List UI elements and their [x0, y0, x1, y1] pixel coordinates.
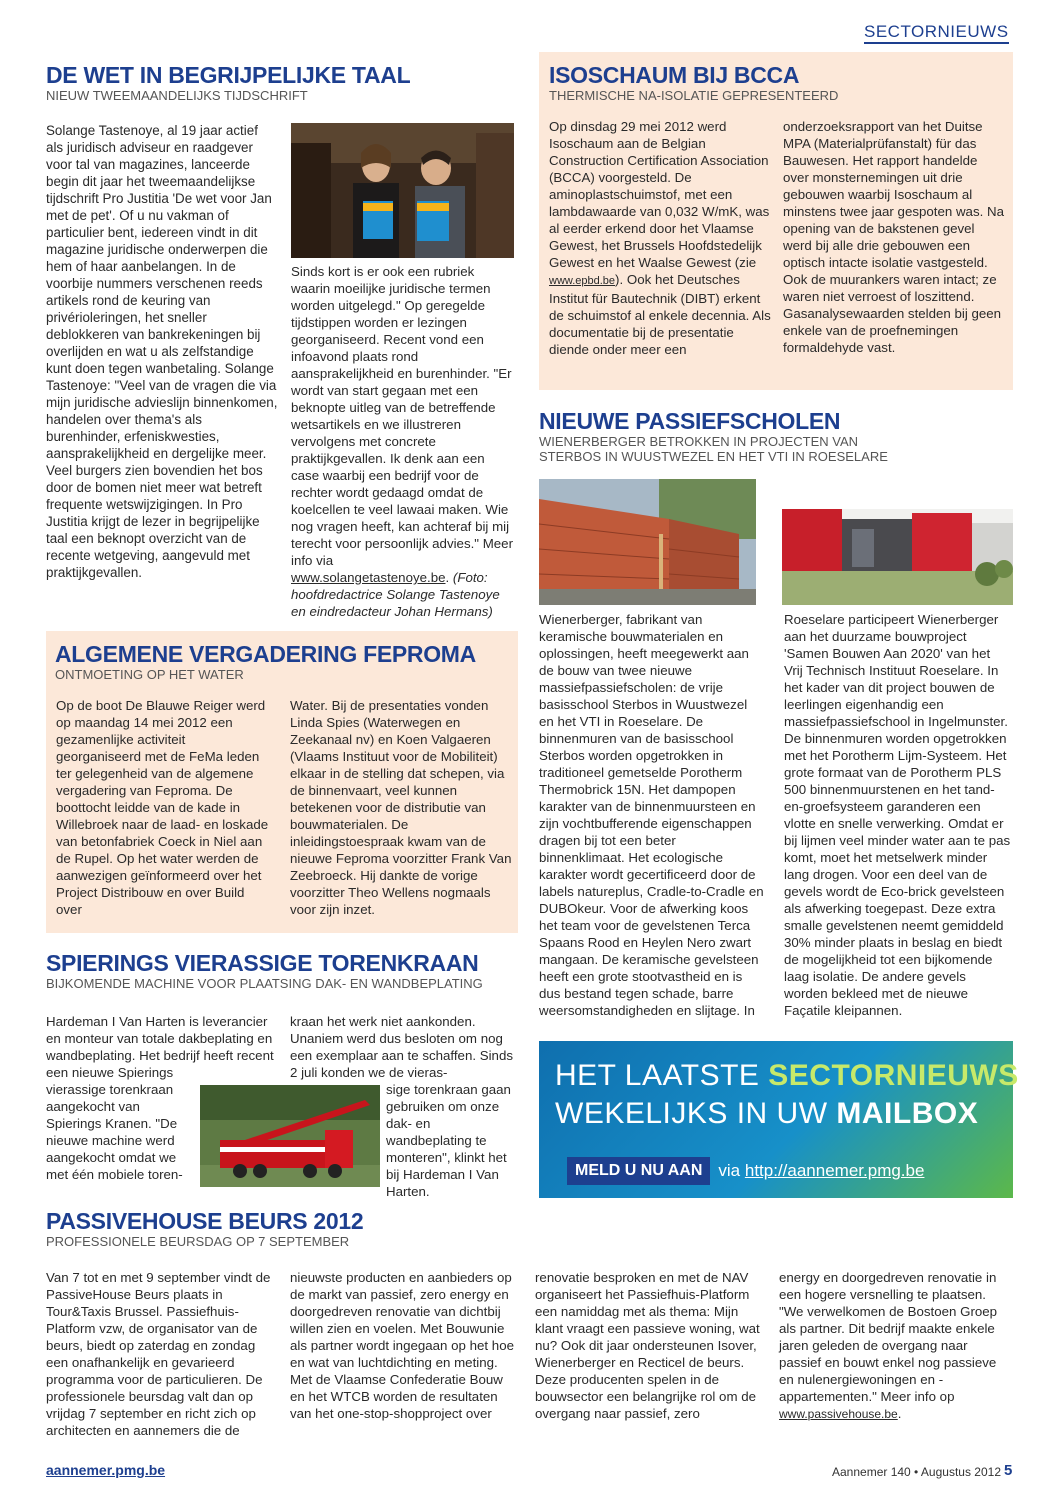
photo-school-building-render: [782, 479, 1013, 605]
article-body-col1: Op de boot De Blauwe Reiger werd op maandag 14 mei 2012 een gezamenlijke activiteit georganiseerd met de FeMa leden ter gelegenheid van de algemene vergadering van Feproma. De boottocht leidde van de kade in Willebroek naar de laad- en loskade van betonfabriek Coeck in Niel aan de Rupel. Op het water werden de aanwezigen geïnformeerd over het Project Distribouw en over Build over: [56, 698, 269, 917]
article-body-col1: [549, 118, 771, 358]
photo-crane-truck: [200, 1085, 380, 1187]
article-spierings: [46, 950, 483, 991]
footer-website-link[interactable]: aannemer.pmg.be: [46, 1462, 166, 1478]
photo-red-crane-truck: [200, 1085, 380, 1187]
banner-line1: [555, 1059, 1019, 1093]
article-title: SPIERINGS VIERASSIGE TORENKRAAN: [46, 950, 479, 976]
banner-text: WEKELIJKS IN UW: [555, 1097, 837, 1130]
article-passiefscholen: [539, 408, 888, 464]
article-body-col1: Van 7 tot en met 9 september vindt de PassiveHouse Beurs plaats in Tour&Taxis Brussel. Passiefhuis-Platform vzw, de organisator van de beurs, biedt op zaterdag en zondag een onafhankelijk en gevarieerd programma voor de particulieren. De professionele beursdag valt dan op vrijdag 7 september en richt zich op architecten en aannemers die de: [46, 1270, 271, 1438]
article-wet: [46, 62, 410, 103]
link-passivehouse[interactable]: www.passivehouse.be: [779, 1407, 898, 1421]
article-subtitle: NIEUW TWEEMAANDELIJKS TIJDSCHRIFT: [46, 88, 308, 103]
article-body-col1: Solange Tastenoye, al 19 jaar actief als juridisch adviseur en raadgever voor tal van magazines, lanceerde begin dit jaar het tweemaandelijkse tijdschrift Pro Justitia 'De wet voor Jan met de pet'. Of u nu vakman of particulier bent, iedereen vindt in dit magazine juridische onderwerpen die hem of haar aanbelangen. In de voorbije nummers verschenen reeds artikels rond de keuring van privérioleringen, het sneller deblokkeren van bankrekeningen bij overlijden en wat u als zelfstandige kunt doen tegen wanbetaling. Solange Tastenoye: "Veel van de vragen die via mijn juridische advieslijn binnenkomen, handelen over thema's als burenhinder, erfeniskwesties, aansprakelijkheid en dergelijke meer. Veel burgers zien bovendien het bos door de bomen niet meer wat betreft frequente wetswijzigingen. In Pro Justitia krijgt de lezer in begrijpelijke taal een beknopt overzicht van de recente wetgeving, aangevuld met praktijkgevallen.: [46, 123, 278, 580]
article-subtitle: PROFESSIONELE BEURSDAG OP 7 SEPTEMBER: [46, 1234, 350, 1249]
article-body-text: energy en doorgedreven renovatie in een hogere versnelling te plaatsen. "We verwelkomen de Bostoen Groep als partner. Dit bedrijf maakte enkele jaren geleden de overgang naar passief en bouwt enkel nog passieve en nulenergiewoningen en -appartementen." Meer info op: [779, 1270, 998, 1404]
photo-school-render: [782, 479, 1013, 605]
photo-tastenoye: [291, 123, 514, 258]
article-subtitle: ONTMOETING OP HET WATER: [55, 667, 244, 682]
link-solangetastenoye[interactable]: www.solangetastenoye.be: [291, 570, 446, 585]
article-title: DE WET IN BEGRIJPELIJKE TAAL: [46, 62, 411, 88]
article-title: ISOSCHAUM BIJ BCCA: [549, 62, 800, 88]
article-isoschaum: [549, 62, 838, 103]
article-subtitle: WIENERBERGER BETROKKEN IN PROJECTEN VAN: [539, 434, 859, 449]
article-body-col2: kraan het werk niet aankonden. Unaniem werd dus besloten om nog een exemplaar aan te schaffen. Sinds 2 juli konden we de vieras-: [290, 1014, 513, 1080]
article-body-text: ). Ook het Deutsches Institut für Bautechnik (DIBT) erkent de schuimstof al enkele decennia. Als documentatie bij de presentatie diende onder meer een: [549, 272, 771, 357]
article-body-text: Sinds kort is er ook een rubriek waarin moeilijke juridische termen worden uitgelegd." Op geregelde tijdstippen worden er lezingen georganiseerd. Recent vond een infoavond plaats rond aansprakelijkheid en burenhinder. "Er wordt van start gegaan met een beknopte uitleg van de betreffende wetsartikels en we illustreren vervolgens met concrete praktijkgevallen. Ik denk aan een case waarbij een bedrijf voor de rechter wordt gedaagd omdat de koelcellen te veel lawaai maken. Wie nog vragen heeft, kan achteraf bij mij terecht voor persoonlijk advies." Meer info via: [291, 264, 514, 568]
section-label: SECTORNIEUWS: [864, 22, 1009, 44]
subscribe-button[interactable]: MELD U NU AAN: [567, 1157, 710, 1185]
article-passivehouse: [46, 1208, 363, 1249]
article-body-col1b: vierassige torenkraan aangekocht van Spierings Kranen. "De nieuwe machine werd aangekocht omdat we met één mobiele toren-: [46, 1082, 183, 1182]
article-body-col1: Wienerberger, fabrikant van keramische bouwmaterialen en oplossingen, heeft meegewerkt aan de bouw van twee nieuwe massiefpassiefscholen: de vrije basisschool Sterbos in Wuustwezel en het VTI in Roeselare. De binnenmuren van de basisschool Sterbos worden opgetrokken in traditioneel gemetselde Porotherm Thermobrick 15N. Het dampopen karakter van de binnenmuursteen en zijn vochtbufferende eigenschappen dragen bij tot een beter binnenklimaat. Het ecologische karakter wordt gecertificeerd door de labels natureplus, Cradle-to-Cradle en DUBOkeur. Voor de afwerking koos het team voor de gevelstenen Terca Spaans Rood en Heylen Nero zwart mangaan. De keramische gevelsteen heeft een grote stootvastheid en is dus bestand tegen schade, barre weersomstandigheden en slijtage. In: [539, 612, 764, 1018]
banner-text: HET LAATSTE: [555, 1059, 769, 1092]
banner-via: via: [718, 1161, 745, 1180]
banner-highlight: SECTORNIEUWS: [768, 1059, 1019, 1092]
article-body-col2: Sinds kort is er ook een rubriek waarin moeilijke juridische termen worden uitgelegd." Op geregelde tijdstippen worden er lezingen georganiseerd. Recent vond een infoavond plaats rond aansprakelijkheid en burenhinder. "Er wordt van start gegaan met een beknopte uitleg van de betreffende wetsartikels en we illustreren vervolgens met concrete praktijkgevallen. Ik denk aan een case waarbij een bedrijf voor de rechter wordt gedaagd omdat de koelcellen te veel lawaai maken. Wie nog vragen heeft, kan achteraf bij mij terecht voor persoonlijk advies." Meer info via www.solangetastenoye.be. (Foto: hoofdredactrice Solange Tastenoye en eindredacteur Johan Hermans): [291, 264, 514, 619]
article-body-col2b: sige torenkraan gaan gebruiken om onze dak- en wandbeplating te monteren", klinkt het bij Hardeman I Van Harten.: [386, 1082, 511, 1199]
banner-link[interactable]: http://aannemer.pmg.be: [744, 1161, 925, 1180]
article-body-text: Op dinsdag 29 mei 2012 werd Isoschaum aan de Belgian Construction Certification Association (BCCA) voorgesteld. De aminoplastschuimstof, met een lambdawaarde van 0,032 W/mK, was al eerder erkend door het Vlaamse Gewest, het Brussels Hoofdstedelijk Gewest en het Waalse Gewest (zie: [549, 119, 770, 270]
banner-cta: [567, 1157, 924, 1185]
footer-issue: Aannemer 140 • Augustus 2012: [832, 1465, 1001, 1479]
banner-highlight: MAILBOX: [836, 1097, 979, 1130]
article-title: ALGEMENE VERGADERING FEPROMA: [55, 641, 476, 667]
page-number: 5: [1004, 1462, 1013, 1479]
newsletter-banner[interactable]: [539, 1041, 1019, 1198]
article-body-col2: Roeselare participeert Wienerberger aan het duurzame bouwproject 'Samen Bouwen Aan 2020' van het Vrij Technisch Instituut Roeselare. In het kader van dit project bouwen de leerlingen eigenhandig een massiefpassiefschool in Ingelmunster. De binnenmuren worden opgetrokken met het Porotherm Lijm-Systeem. Het grote formaat van de Porotherm PLS 500 binnenmuurstenen en het tand-en-groefsysteem garanderen een vlotte en snelle verwerking. Omdat er bij lijmen veel minder water aan te pas komt, moet het metselwerk minder lang drogen. Voor een deel van de gevels wordt de Eco-brick gevelsteen als afwerking toegepast. Deze extra smalle gevelstenen neemt gemiddeld 30% minder plaats in beslag en biedt de mogelijkheid tot een bijkomende laag isolatie. De andere gevels worden bekleed met de nieuwe Façatile kleipannen.: [784, 612, 1011, 1018]
banner-line2: [555, 1097, 978, 1131]
photo-brick-wall: [539, 479, 756, 605]
article-body-col4: energy en doorgedreven renovatie in een hogere versnelling te plaatsen. "We verwelkomen de Bostoen Groep als partner. Dit bedrijf maakte enkele jaren geleden de overgang naar passief en bouwt enkel nog passieve en nulenergiewoningen en -appartementen." Meer info op www.passivehouse.be.: [779, 1270, 998, 1421]
banner-url[interactable]: [718, 1161, 924, 1181]
article-subtitle: THERMISCHE NA-ISOLATIE GEPRESENTEERD: [549, 88, 839, 103]
photo-construction-brick-wall: [539, 479, 756, 605]
article-body-col2: Water. Bij de presentaties vonden Linda Spies (Waterwegen en Zeekanaal nv) en Koen Valgaeren (Vlaams Instituut voor de Mobiliteit) elkaar in de stelling dat schepen, via de binnenvaart, veel kunnen betekenen voor de distributie van bouwmaterialen. De inleidingstoespraak kwam van de nieuwe Feproma voorzitter Frank Van Zeebroeck. Hij dankte de vorige voorzitter Theo Wellens nogmaals voor zijn inzet.: [290, 698, 512, 917]
photo-two-people-with-magazines: [291, 123, 514, 258]
article-title: PASSIVEHOUSE BEURS 2012: [46, 1208, 364, 1234]
article-body-col2: nieuwste producten en aanbieders op de markt van passief, zero energy en doorgedreven renovatie van dichtbij willen zien en voelen. Met Bouwunie als partner wordt ingegaan op het hoe en wat van luchtdichting en meting. Met de Vlaamse Confederatie Bouw en het WTCB worden de resultaten van het one-stop-shopproject over: [290, 1270, 514, 1421]
article-feproma: [55, 641, 476, 682]
photo-caption: (Foto: hoofdredactrice Solange Tastenoye en eindredacteur Johan Hermans): [291, 570, 500, 619]
article-body-col2: onderzoeksrapport van het Duitse MPA (Materialprüfanstalt) für das Bauwesen. Het rapport handelde over monsternemingen uit drie gebouwen waarbij Isoschaum al minstens twee jaar gespoten was. Na opening van de bakstenen gevel werd bij alle drie gebouwen een optisch intacte isolatie vastgesteld. Ook de muurankers waren intact; ze waren niet verroest of loszittend. Gasanalysewaarden stelden bij geen enkele van de proefnemingen formaldehyde vast.: [783, 119, 1004, 355]
article-subtitle: STERBOS IN WUUSTWEZEL EN HET VTI IN ROESELARE: [539, 449, 888, 464]
article-body-col3: renovatie besproken en met de NAV organiseert het Passiefhuis-Platform een namiddag met als thema: Mijn klant vraagt een passieve woning, wat nu? Ook dit jaar ondersteunen Isover, Wienerberger en Recticel de beurs. Deze producenten spelen in de bouwsector een belangrijke rol om de overgang naar passief, zero: [535, 1270, 760, 1421]
article-title: NIEUWE PASSIEFSCHOLEN: [539, 408, 841, 434]
article-subtitle: BIJKOMENDE MACHINE VOOR PLAATSING DAK- EN WANDBEPLATING: [46, 976, 483, 991]
link-epbd[interactable]: www.epbd.be: [549, 275, 616, 287]
article-body-col1: Hardeman I Van Harten is leverancier en monteur van totale dakbeplating en wandbeplating. Het bedrijf heeft recent een nieuwe Spierings: [46, 1014, 274, 1080]
